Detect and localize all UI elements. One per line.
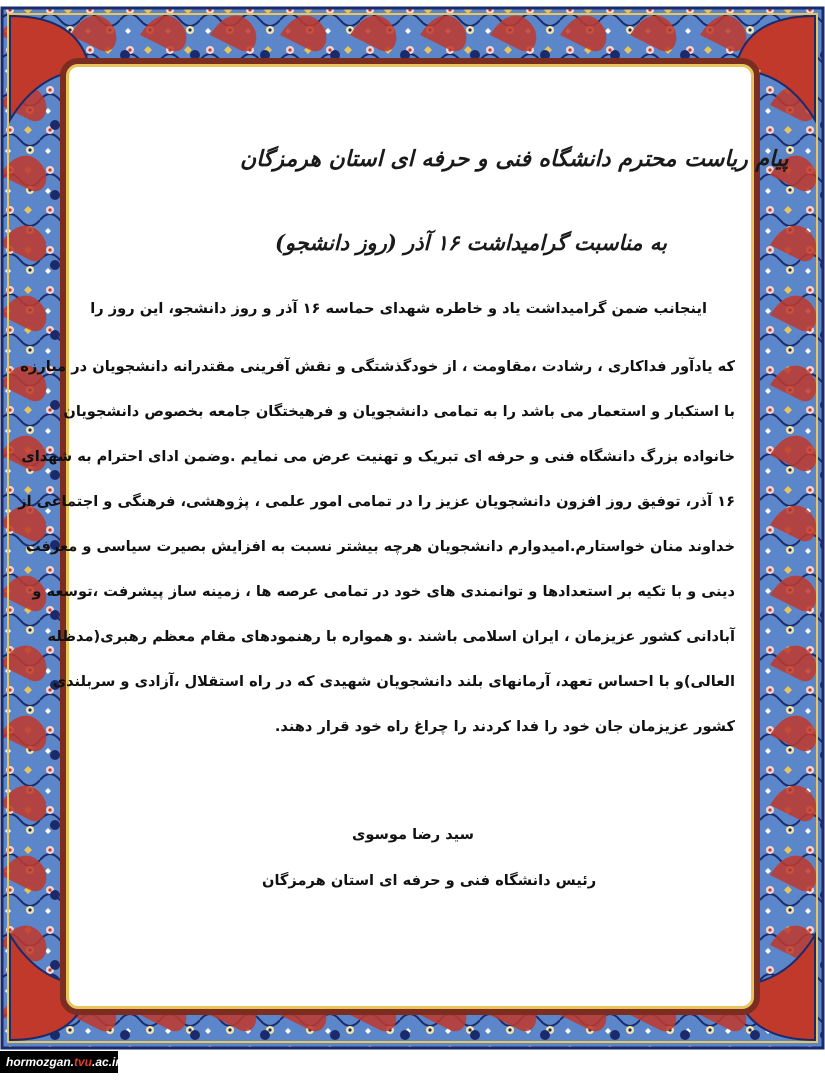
body-line: ۱۶ آذر، توفیق روز افزون دانشجویان عزیز را در تمامی امور علمی ، پژوهشی، فرهنگی و اجتماعی از	[18, 493, 735, 510]
watermark-accent: tvu	[74, 1055, 92, 1069]
body-line: دینی و با تکیه بر استعدادها و توانمندی های خود در تمامی عرصه ها ، زمینه ساز پیشرفت ،توسعه و	[32, 583, 735, 600]
body-line: خانواده بزرگ دانشگاه فنی و حرفه ای تبریک و تهنیت عرض می نمایم .وضمن ادای احترام به شهدای	[21, 448, 735, 465]
body-line: اینجانب ضمن گرامیداشت یاد و خاطره شهدای حماسه ۱۶ آذر و روز دانشجو، این روز را	[90, 300, 707, 317]
title-line-1: پیام ریاست محترم دانشگاه فنی و حرفه ای استان هرمزگان	[240, 146, 789, 172]
body-line: العالی)و با احساس تعهد، آرمانهای بلند دانشجویان شهیدی که در راه استقلال ،آزادی و سربلندی	[52, 673, 735, 690]
body-line: آبادانی کشور عزیزمان ، ایران اسلامی باشند .و همواره با رهنمودهای مقام معظم رهبری(مدظله	[47, 628, 735, 645]
watermark-suffix: .ac.ir	[92, 1055, 121, 1069]
body-line: که یادآور فداکاری ، رشادت ،مقاومت ، از خودگذشتگی و نقش آفرینی مقتدرانه دانشجویان در مبارزه	[20, 358, 735, 375]
title-line-2: به مناسبت گرامیداشت ۱۶ آذر (روز دانشجو)	[275, 230, 667, 255]
watermark-prefix: hormozgan.	[6, 1055, 74, 1069]
signature-name: سید رضا موسوی	[352, 826, 474, 843]
body-line: با استکبار و استعمار می باشد را به تمامی دانشجویان و فرهیختگان جامعه بخصوص دانشجویان	[63, 403, 735, 420]
body-line: خداوند منان خواستارم.امیدوارم دانشجویان هرچه بیشتر نسبت به افزایش بصیرت سیاسی و معرفت	[25, 538, 735, 555]
signature-title: رئیس دانشگاه فنی و حرفه ای استان هرمزگان	[262, 872, 597, 889]
body-line: کشور عزیزمان جان خود را فدا کردند را چراغ راه خود قرار دهند.	[274, 718, 735, 735]
site-watermark	[0, 1051, 121, 1073]
